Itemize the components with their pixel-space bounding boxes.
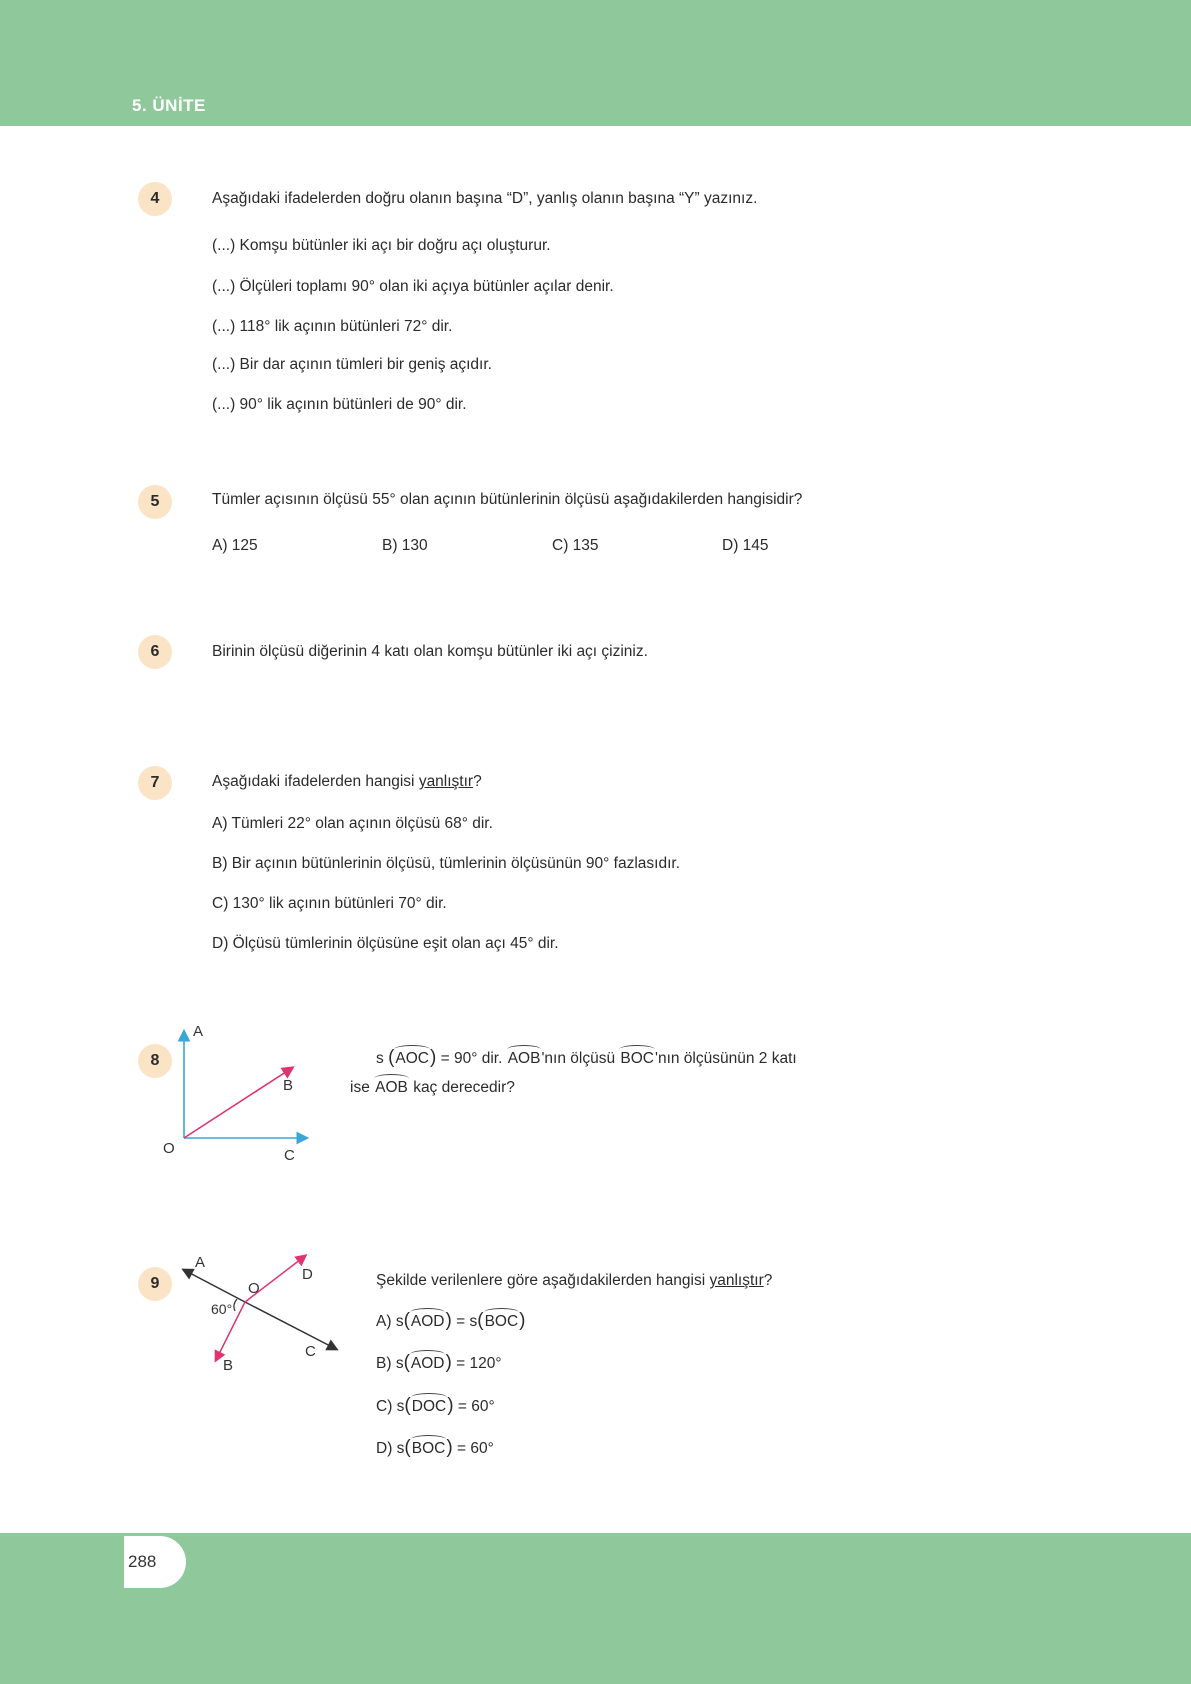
- question-5-badge: 5: [138, 485, 172, 519]
- question-4-item: (...) Ölçüleri toplamı 90° olan iki açıya bütünler açılar denir.: [212, 278, 614, 295]
- measure-symbol: s: [396, 1398, 405, 1415]
- measure-symbol: s: [395, 1313, 404, 1330]
- question-9-option-a: A) s(AOD) = s(BOC): [376, 1310, 526, 1331]
- measure-symbol: s: [469, 1313, 478, 1330]
- emphasis-word: yanlıştır: [709, 1272, 764, 1289]
- label-a: A: [195, 1254, 206, 1271]
- measure-symbol: s: [376, 1050, 384, 1067]
- option-value: = 60°: [456, 1440, 494, 1457]
- prompt-text: Şekilde verilenlere göre aşağıdakilerden hangisi: [376, 1272, 710, 1289]
- question-9-option-c: C) s(DOC) = 60°: [376, 1395, 495, 1416]
- option-label: C): [376, 1398, 393, 1415]
- prompt-text: Aşağıdaki ifadelerden hangisi: [212, 773, 419, 790]
- angle-arc: [234, 1299, 237, 1311]
- question-5-option-d: D) 145: [722, 537, 769, 554]
- angle-doc: DOC: [411, 1398, 447, 1415]
- angle-aod: AOD: [410, 1355, 445, 1372]
- question-8-line-2: [350, 1079, 515, 1097]
- question-9-badge: 9: [138, 1267, 172, 1301]
- ray-oc: [245, 1302, 336, 1349]
- question-7-option-d: D) Ölçüsü tümlerinin ölçüsüne eşit olan açı 45° dir.: [212, 935, 559, 952]
- question-8-figure: [160, 1018, 320, 1168]
- unit-title: 5. ÜNİTE: [132, 96, 206, 115]
- angle-aob: AOB: [375, 1079, 408, 1096]
- text-part: 'nın ölçüsünün 2 katı: [654, 1050, 797, 1067]
- question-6-prompt: Birinin ölçüsü diğerinin 4 katı olan komşu bütünler iki açı çiziniz.: [212, 643, 648, 660]
- question-5-option-a: A) 125: [212, 537, 258, 554]
- text-part: 'nın ölçüsü: [541, 1050, 616, 1067]
- text-part: kaç derecedir?: [413, 1079, 515, 1096]
- text-part: ise: [350, 1079, 370, 1096]
- question-7-option-c: C) 130° lik açının bütünleri 70° dir.: [212, 895, 447, 912]
- label-b: B: [283, 1077, 294, 1094]
- measure-symbol: s: [396, 1440, 405, 1457]
- question-7-option-a: A) Tümleri 22° olan açının ölçüsü 68° dir.: [212, 815, 493, 832]
- label-c: C: [305, 1343, 316, 1360]
- question-8-line-1: s (AOC) = 90° dir. AOB'nın ölçüsü BOC'nın ölçüsünün 2 katı: [376, 1047, 797, 1068]
- label-a: A: [193, 1023, 204, 1040]
- ray-oa: [184, 1270, 245, 1302]
- option-label: A): [376, 1313, 392, 1330]
- question-5-option-b: B) 130: [382, 537, 428, 554]
- measure-symbol: s: [395, 1355, 404, 1372]
- label-b: B: [223, 1357, 234, 1374]
- prompt-end: ?: [473, 773, 482, 790]
- prompt-end: ?: [763, 1272, 773, 1289]
- question-4-item: (...) Bir dar açının tümleri bir geniş açıdır.: [212, 356, 492, 373]
- angle-boc: BOC: [620, 1050, 654, 1067]
- equals: =: [456, 1313, 466, 1330]
- question-7-badge: 7: [138, 766, 172, 800]
- label-o: O: [163, 1140, 175, 1157]
- option-label: D): [376, 1440, 393, 1457]
- page-number: 288: [128, 1552, 157, 1571]
- question-9-figure: [160, 1248, 360, 1378]
- question-9-prompt: [376, 1272, 772, 1290]
- question-4-item: (...) 118° lik açının bütünleri 72° dir.: [212, 318, 453, 335]
- angle-aob: AOB: [507, 1050, 541, 1067]
- question-9-option-b: B) s(AOD) = 120°: [376, 1352, 502, 1373]
- label-c: C: [284, 1147, 295, 1164]
- angle-boc: BOC: [411, 1440, 446, 1457]
- equation-text: = 90° dir.: [440, 1050, 503, 1067]
- question-4-badge: 4: [138, 182, 172, 216]
- question-5-option-c: C) 135: [552, 537, 599, 554]
- angle-boc: BOC: [484, 1313, 519, 1330]
- question-7-option-b: B) Bir açının bütünlerinin ölçüsü, tümlerinin ölçüsünün 90° fazlasıdır.: [212, 855, 681, 872]
- emphasis-word: yanlıştır: [418, 773, 474, 790]
- angle-aod: AOD: [410, 1313, 445, 1330]
- question-7-prompt: [212, 773, 482, 791]
- option-label: B): [376, 1355, 392, 1372]
- question-5-prompt: Tümler açısının ölçüsü 55° olan açının bütünlerinin ölçüsü aşağıdakilerden hangisidir?: [212, 491, 803, 508]
- label-angle: 60°: [211, 1301, 233, 1317]
- question-8-badge: 8: [138, 1044, 172, 1078]
- question-4-prompt: Aşağıdaki ifadelerden doğru olanın başına “D”, yanlış olanın başına “Y” yazınız.: [212, 190, 758, 207]
- angle-aoc: AOC: [395, 1050, 429, 1067]
- ray-ob: [184, 1068, 292, 1138]
- question-6-badge: 6: [138, 635, 172, 669]
- option-value: = 60°: [457, 1398, 495, 1415]
- option-value: = 120°: [456, 1355, 502, 1372]
- question-4-item: (...) 90° lik açının bütünleri de 90° dir.: [212, 396, 467, 413]
- question-4-item: (...) Komşu bütünler iki açı bir doğru açı oluşturur.: [212, 237, 551, 254]
- question-9-option-d: D) s(BOC) = 60°: [376, 1437, 494, 1458]
- label-o: O: [248, 1280, 260, 1297]
- label-d: D: [302, 1266, 313, 1283]
